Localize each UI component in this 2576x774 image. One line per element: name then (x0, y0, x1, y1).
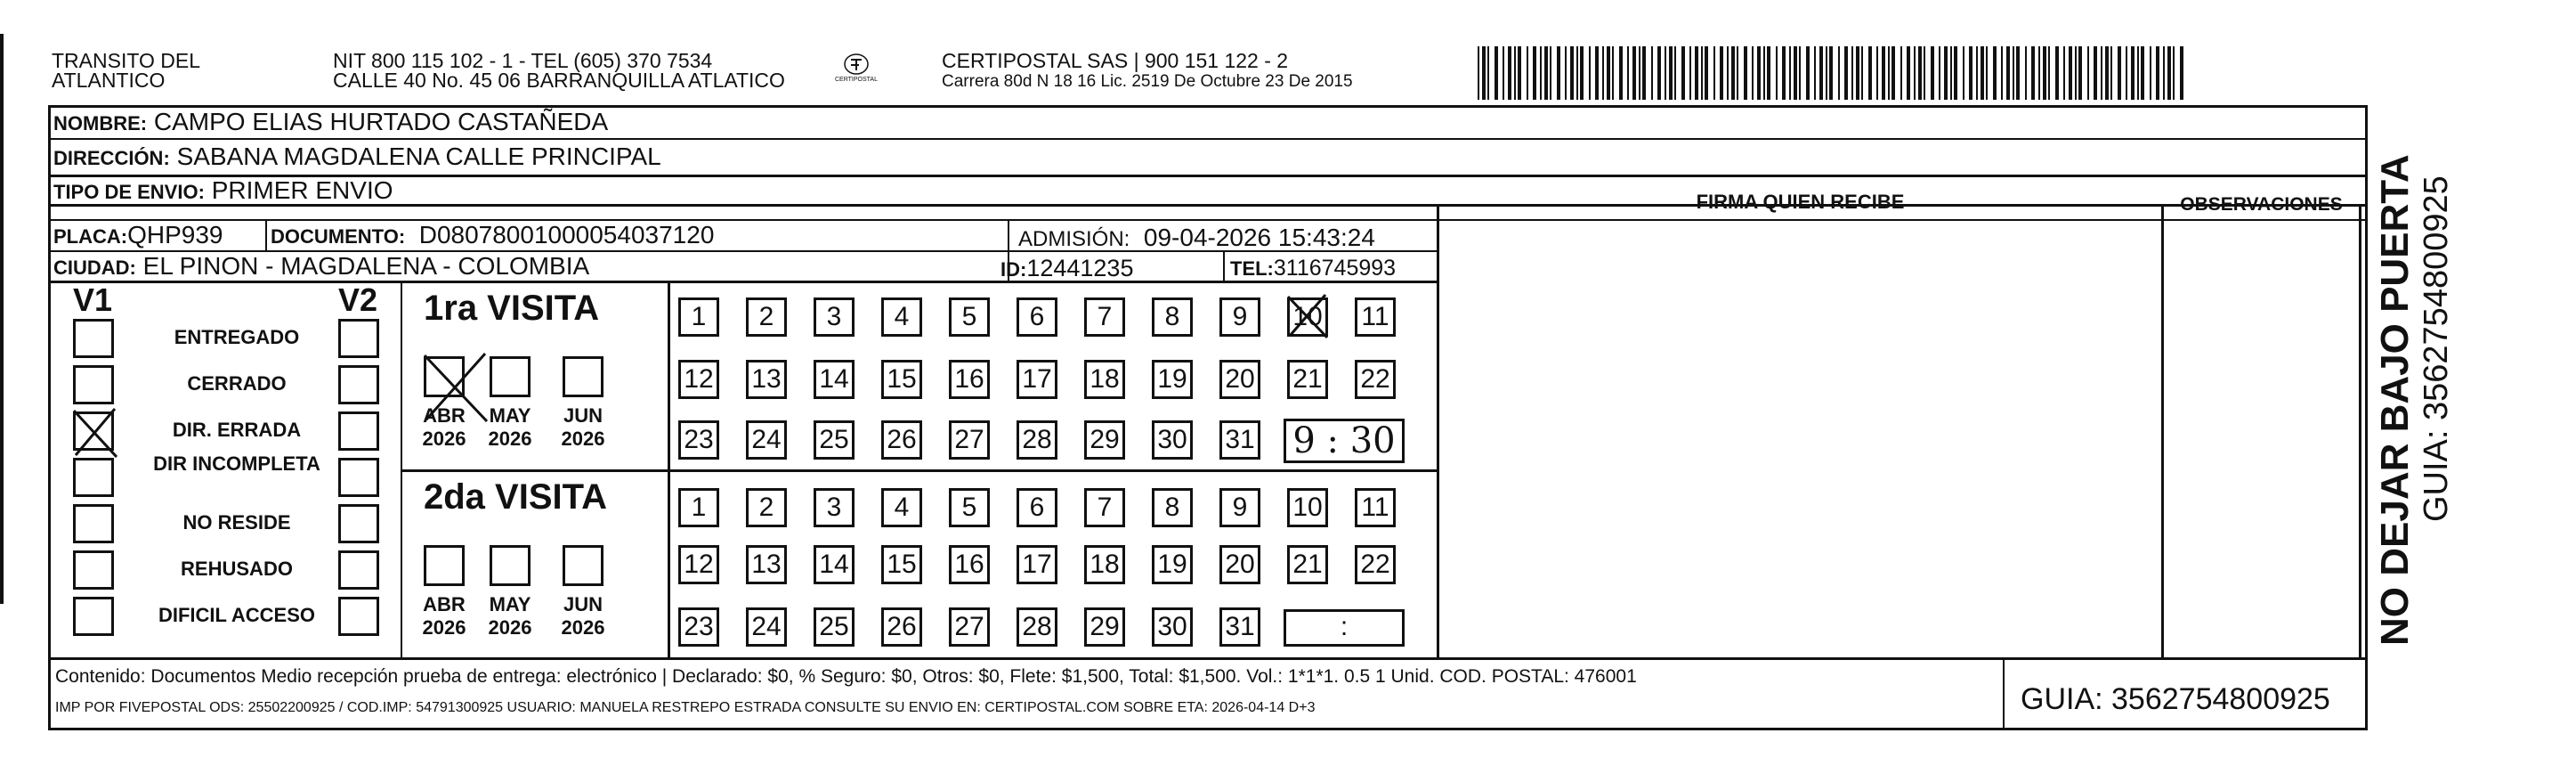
barcode-bar (1651, 46, 1653, 100)
visit2-title: 2da VISITA (424, 477, 607, 517)
barcode-bar (2137, 46, 2139, 100)
status-label: REHUSADO (181, 558, 293, 580)
barcode-bar (2150, 46, 2151, 100)
day-box[interactable]: 18 (1084, 360, 1125, 399)
barcode-bar (1993, 46, 1997, 100)
barcode-bar (1482, 46, 1486, 100)
day-box[interactable]: 4 (881, 297, 922, 337)
day-box[interactable]: 19 (1152, 545, 1193, 584)
signature-header: FIRMA QUIEN RECIBE (1696, 191, 1905, 213)
barcode-bar (1612, 46, 1614, 100)
barcode-bar (1727, 46, 1729, 100)
barcode-bar (1602, 46, 1604, 100)
barcode-bar (1757, 46, 1761, 100)
day-box[interactable]: 13 (746, 360, 787, 399)
month-year: 2026 (422, 616, 466, 639)
barcode-bar (1487, 46, 1489, 100)
footer-contents: Contenido: Documentos Medio recepción prueba de entrega: electrónico | Declarado: $0, % Seguro: $0, Otros: $0, Flete: $1,500, Total: $1,500. Vol.: 1*1*1. 0.5 1 Unid. COD. POSTAL: 476001 (55, 666, 1637, 687)
day-box[interactable]: 5 (949, 488, 990, 527)
v2-label: V2 (338, 281, 378, 318)
barcode-bar (1557, 46, 1560, 100)
day-box[interactable]: 3 (814, 297, 855, 337)
document-field (271, 220, 714, 252)
barcode-bar (1944, 46, 1948, 100)
day-box[interactable]: 4 (881, 488, 922, 527)
barcode-bar (1503, 46, 1504, 100)
barcode-bar (2025, 46, 2027, 100)
barcode-bar (1495, 46, 1498, 100)
month-name: MAY (489, 404, 531, 427)
barcode-bar (2055, 46, 2059, 100)
day-box[interactable]: 5 (949, 297, 990, 337)
barcode-bar (1550, 46, 1551, 100)
barcode-bar (1565, 46, 1567, 100)
city-value: EL PINON - MAGDALENA - COLOMBIA (142, 252, 590, 280)
barcode-bar (1570, 46, 1574, 100)
day-box[interactable]: 2 (746, 297, 787, 337)
month-checkbox-may[interactable] (490, 545, 531, 586)
day-box[interactable]: 21 (1287, 545, 1328, 584)
barcode-bar (1907, 46, 1910, 100)
barcode-bar (2016, 46, 2020, 100)
sender-address: CALLE 40 No. 45 06 BARRANQUILLA ATLATICO (333, 69, 785, 92)
day-box[interactable]: 20 (1219, 360, 1260, 399)
month-checkbox-abr[interactable] (424, 545, 465, 586)
day-box[interactable]: 3 (814, 488, 855, 527)
day-box[interactable]: 14 (814, 360, 855, 399)
plate-field (53, 220, 223, 252)
recipient-address: SABANA MAGDALENA CALLE PRINCIPAL (176, 143, 661, 170)
day-box[interactable]: 9 (1219, 297, 1260, 337)
v1-checkbox[interactable] (73, 411, 114, 451)
month-label (417, 593, 472, 640)
barcode-bar (1642, 46, 1646, 100)
day-box[interactable]: 16 (949, 360, 990, 399)
status-label: DIR INCOMPLETA (153, 452, 320, 475)
shipping-type: PRIMER ENVIO (211, 176, 393, 204)
barcode-bar (1976, 46, 1978, 100)
month-name: ABR (423, 593, 466, 615)
id-label: ID: (1000, 258, 1027, 281)
barcode-bar (2043, 46, 2046, 100)
barcode-bar (1720, 46, 1723, 100)
document-label: DOCUMENTO: (271, 225, 406, 248)
day-box[interactable]: 2 (746, 488, 787, 527)
barcode-bar (2075, 46, 2077, 100)
day-box[interactable]: 17 (1017, 545, 1057, 584)
barcode-bar (1891, 46, 1895, 100)
month-year: 2026 (561, 428, 605, 450)
day-box[interactable]: 31 (1219, 607, 1260, 647)
barcode-bar (1806, 46, 1810, 100)
barcode-bar (1986, 46, 1988, 100)
barcode-bar (1861, 46, 1863, 100)
v2-checkbox[interactable] (338, 550, 379, 590)
day-box[interactable]: 25 (814, 420, 855, 460)
barcode-bar (2001, 46, 2003, 100)
day-box[interactable]: 11 (1355, 488, 1396, 527)
barcode-bar (1838, 46, 1840, 100)
month-label (555, 404, 611, 451)
barcode-bar (1844, 46, 1848, 100)
month-checkbox-jun[interactable] (563, 356, 603, 397)
day-box[interactable]: 17 (1017, 360, 1057, 399)
barcode-bar (1595, 46, 1599, 100)
day-box[interactable]: 23 (678, 420, 719, 460)
v2-checkbox[interactable] (338, 411, 379, 451)
v2-checkbox[interactable] (338, 504, 379, 543)
v2-checkbox[interactable] (338, 458, 379, 497)
barcode-bar (1939, 46, 1940, 100)
visit1-time[interactable]: 9 : 30 (1284, 419, 1405, 463)
barcode-bar (2167, 46, 2171, 100)
barcode-bar (2101, 46, 2102, 100)
recipient-name: CAMPO ELIAS HURTADO CASTAÑEDA (153, 108, 609, 135)
side-guia: GUIA: 3562754800925 (2418, 175, 2455, 522)
barcode-bar (2069, 46, 2072, 100)
v1-checkbox[interactable] (73, 597, 114, 636)
barcode-bar (1589, 46, 1591, 100)
courier-logo (832, 48, 880, 89)
barcode-bar (1767, 46, 1770, 100)
barcode-bar (1580, 46, 1584, 100)
day-box[interactable]: 30 (1152, 607, 1193, 647)
day-box[interactable]: 6 (1017, 297, 1057, 337)
v1-checkbox[interactable] (73, 550, 114, 590)
v2-checkbox[interactable] (338, 597, 379, 636)
barcode-bar (2131, 46, 2135, 100)
barcode-bar (1981, 46, 1984, 100)
id-value: 12441235 (1026, 255, 1134, 281)
day-box[interactable]: 10 (1287, 297, 1328, 337)
barcode-bar (1829, 46, 1833, 100)
barcode-bar (1681, 46, 1685, 100)
barcode-bar (1607, 46, 1610, 100)
barcode-bar (1657, 46, 1661, 100)
v1-checkbox[interactable] (73, 365, 114, 404)
barcode-bar (1619, 46, 1623, 100)
admission-field (1018, 223, 1375, 255)
day-box[interactable]: 15 (881, 545, 922, 584)
day-box[interactable]: 29 (1084, 607, 1125, 647)
barcode-bar (1576, 46, 1578, 100)
address-label: DIRECCIÓN: (53, 147, 170, 169)
day-box[interactable]: 31 (1219, 420, 1260, 460)
month-year: 2026 (561, 616, 605, 639)
month-year: 2026 (422, 428, 466, 450)
tel-label: TEL: (1230, 257, 1274, 280)
admission-value: 09-04-2026 15:43:24 (1143, 224, 1375, 251)
barcode-bar (1752, 46, 1754, 100)
barcode-bar (1789, 46, 1791, 100)
v1-label: V1 (73, 281, 113, 318)
courier-logo-text: CERTIPOSTAL (835, 77, 878, 83)
month-label (417, 404, 472, 451)
handwritten-x-mark (1284, 293, 1331, 339)
barcode-bar (2180, 46, 2183, 100)
day-box[interactable]: 30 (1152, 420, 1193, 460)
month-label (482, 593, 538, 640)
barcode-bar (1665, 46, 1666, 100)
barcode-bar (1731, 46, 1735, 100)
shipping-type-field (53, 177, 393, 206)
barcode-bar (1713, 46, 1715, 100)
day-box[interactable]: 8 (1152, 488, 1193, 527)
barcode-bar (1969, 46, 1973, 100)
barcode-bar (2105, 46, 2109, 100)
footer-imp: IMP POR FIVEPOSTAL ODS: 25502200925 / COD.IMP: 54791300925 USUARIO: MANUELA RESTREPO ESTRADA CONSULTE SU ENVIO EN: CERTIPOSTAL.COM SOBRE ETA: 2026-04-14 D+3 (55, 700, 1316, 715)
day-box[interactable]: 1 (678, 297, 719, 337)
month-name: JUN (563, 404, 603, 427)
city-field (53, 251, 589, 283)
v1-checkbox[interactable] (73, 504, 114, 543)
barcode-bar (2163, 46, 2165, 100)
address-field (53, 142, 661, 174)
name-field (53, 107, 608, 139)
barcode-bar (1794, 46, 1797, 100)
barcode-bar (1888, 46, 1890, 100)
barcode-bar (1776, 46, 1778, 100)
day-box[interactable]: 23 (678, 607, 719, 647)
visit1-title: 1ra VISITA (424, 289, 600, 328)
month-name: JUN (563, 593, 603, 615)
status-label: NO RESIDE (182, 511, 291, 534)
barcode-bar (2031, 46, 2035, 100)
barcode-bar (1705, 46, 1708, 100)
barcode-bar (1544, 46, 1548, 100)
barcode-bar (1533, 46, 1536, 100)
signature-area[interactable] (1439, 223, 2161, 657)
barcode-bar (1518, 46, 1521, 100)
day-box[interactable]: 26 (881, 607, 922, 647)
v2-checkbox[interactable] (338, 365, 379, 404)
status-label: DIFICIL ACCESO (158, 604, 315, 626)
courier-name: CERTIPOSTAL SAS | 900 151 122 - 2 (942, 49, 1289, 72)
id-field (1000, 253, 1133, 285)
barcode-bar (1632, 46, 1636, 100)
barcode-bar (2118, 46, 2121, 100)
barcode-bar (2013, 46, 2014, 100)
month-checkbox-jun[interactable] (563, 545, 603, 586)
barcode-bar (2126, 46, 2127, 100)
barcode-bar (1882, 46, 1885, 100)
visit2-time[interactable]: : (1284, 609, 1405, 647)
v2-checkbox[interactable] (338, 319, 379, 358)
barcode-bar (1950, 46, 1952, 100)
barcode-bar (2156, 46, 2159, 100)
document-value: D08078001000054037120 (418, 221, 715, 248)
barcode-bar (1639, 46, 1640, 100)
day-box[interactable]: 12 (678, 360, 719, 399)
day-box[interactable]: 29 (1084, 420, 1125, 460)
barcode-bar (2063, 46, 2065, 100)
month-name: MAY (489, 593, 531, 615)
barcode-bar (1914, 46, 1916, 100)
day-box[interactable]: 27 (949, 607, 990, 647)
barcode-bar (1876, 46, 1878, 100)
day-box[interactable]: 24 (746, 420, 787, 460)
barcode-bar (2048, 46, 2050, 100)
observations-header: OBSERVACIONES (2180, 194, 2343, 215)
barcode-bar (2141, 46, 2144, 100)
day-box[interactable]: 19 (1152, 360, 1193, 399)
day-box[interactable]: 13 (746, 545, 787, 584)
footer-guia: GUIA: 3562754800925 (2021, 682, 2330, 716)
day-box[interactable]: 18 (1084, 545, 1125, 584)
month-year: 2026 (488, 428, 532, 450)
day-box[interactable]: 28 (1017, 607, 1057, 647)
v1-checkbox[interactable] (73, 458, 114, 497)
day-box[interactable]: 16 (949, 545, 990, 584)
month-label (555, 593, 611, 640)
day-box[interactable]: 1 (678, 488, 719, 527)
day-box[interactable]: 20 (1219, 545, 1260, 584)
name-label: NOMBRE: (53, 112, 148, 134)
day-box[interactable]: 10 (1287, 488, 1328, 527)
day-box[interactable]: 22 (1355, 360, 1396, 399)
month-checkbox-may[interactable] (490, 356, 531, 397)
month-checkbox-abr[interactable] (424, 356, 465, 397)
barcode-bar (1514, 46, 1516, 100)
barcode-bar (1931, 46, 1934, 100)
barcode-bar (1924, 46, 1925, 100)
barcode-bar (2094, 46, 2097, 100)
barcode-bar (1695, 46, 1698, 100)
day-box[interactable]: 27 (949, 420, 990, 460)
month-year: 2026 (488, 616, 532, 639)
day-box[interactable]: 9 (1219, 488, 1260, 527)
left-edge-mark (0, 34, 4, 604)
day-box[interactable]: 14 (814, 545, 855, 584)
barcode (1478, 46, 2190, 100)
barcode-bar (2006, 46, 2010, 100)
sender-name-line1: TRANSITO DEL (52, 49, 200, 72)
day-box[interactable]: 7 (1084, 297, 1125, 337)
plate-value: QHP939 (127, 221, 223, 248)
barcode-bar (2173, 46, 2175, 100)
barcode-bar (1674, 46, 1676, 100)
day-box[interactable]: 7 (1084, 488, 1125, 527)
day-box[interactable]: 8 (1152, 297, 1193, 337)
barcode-bar (1856, 46, 1859, 100)
day-box[interactable]: 24 (746, 607, 787, 647)
courier-address: Carrera 80d N 18 16 Lic. 2519 De Octubre 23 De 2015 (942, 72, 1353, 91)
barcode-bar (2110, 46, 2112, 100)
barcode-bar (2078, 46, 2082, 100)
city-label: CIUDAD: (53, 257, 136, 279)
day-box[interactable]: 25 (814, 607, 855, 647)
barcode-bar (1508, 46, 1511, 100)
barcode-bar (1744, 46, 1747, 100)
plate-label: PLACA: (53, 225, 128, 248)
barcode-bar (1799, 46, 1801, 100)
day-box[interactable]: 22 (1355, 545, 1396, 584)
day-box[interactable]: 15 (881, 360, 922, 399)
day-box[interactable]: 6 (1017, 488, 1057, 527)
tel-value: 3116745993 (1273, 256, 1397, 281)
day-box[interactable]: 12 (678, 545, 719, 584)
barcode-bar (1627, 46, 1629, 100)
month-name: ABR (423, 404, 466, 427)
barcode-bar (1737, 46, 1738, 100)
barcode-bar (1763, 46, 1765, 100)
month-label (482, 404, 538, 451)
barcode-bar (1540, 46, 1542, 100)
status-label: DIR. ERRADA (172, 419, 302, 441)
barcode-bar (1826, 46, 1827, 100)
shipping-type-label: TIPO DE ENVIO: (53, 181, 205, 203)
barcode-bar (1868, 46, 1872, 100)
barcode-bar (1701, 46, 1703, 100)
barcode-bar (2038, 46, 2040, 100)
day-box[interactable]: 26 (881, 420, 922, 460)
barcode-bar (1819, 46, 1823, 100)
barcode-bar (2087, 46, 2089, 100)
admission-label: ADMISIÓN: (1018, 227, 1130, 251)
day-box[interactable]: 21 (1287, 360, 1328, 399)
day-box[interactable]: 28 (1017, 420, 1057, 460)
barcode-bar (1478, 46, 1479, 100)
v1-checkbox[interactable] (73, 319, 114, 358)
observations-area[interactable] (2164, 223, 2359, 657)
tel-field (1230, 253, 1396, 284)
status-label: CERRADO (187, 372, 287, 395)
barcode-bar (1782, 46, 1786, 100)
barcode-bar (1669, 46, 1673, 100)
side-warning: NO DEJAR BAJO PUERTA (2373, 154, 2417, 646)
barcode-bar (1918, 46, 1922, 100)
status-label: ENTREGADO (174, 326, 300, 348)
barcode-bar (1527, 46, 1528, 100)
sender-nit: NIT 800 115 102 - 1 - TEL (605) 370 7534 (333, 49, 713, 72)
barcode-bar (1900, 46, 1902, 100)
barcode-bar (1851, 46, 1853, 100)
barcode-bar (1689, 46, 1691, 100)
barcode-bar (1963, 46, 1964, 100)
sender-name-line2: ATLANTICO (52, 69, 166, 92)
barcode-bar (1814, 46, 1816, 100)
day-box[interactable]: 11 (1355, 297, 1396, 337)
barcode-bar (1954, 46, 1957, 100)
